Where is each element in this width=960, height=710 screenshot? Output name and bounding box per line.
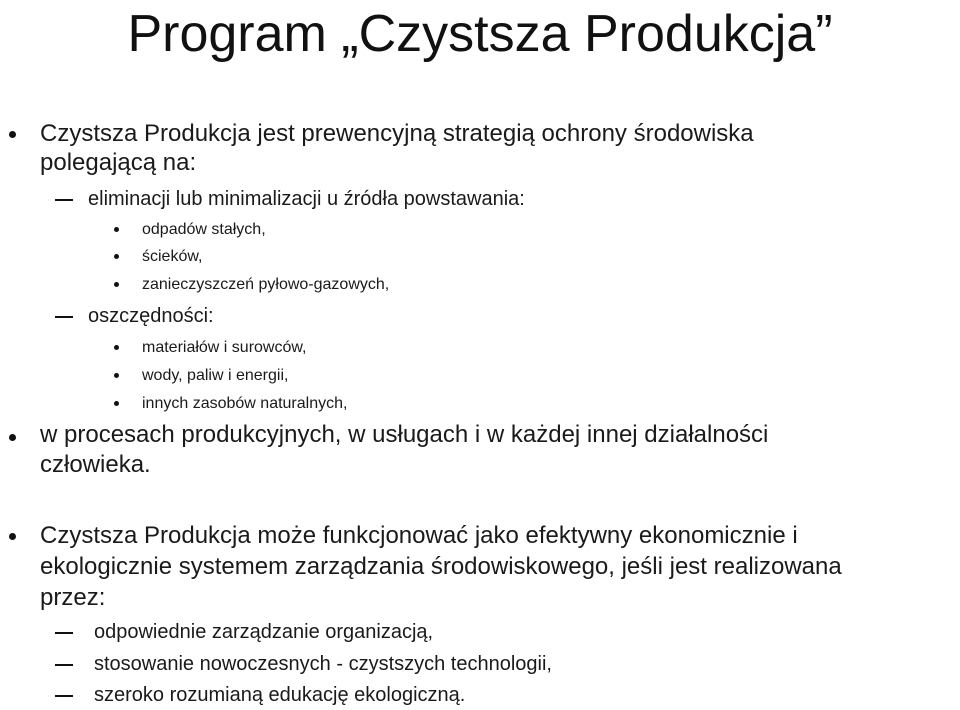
- section2-item: stosowanie nowoczesnych - czystszych technologii,: [94, 653, 552, 675]
- bullet-dot-icon: [114, 401, 119, 406]
- bullet-dot-icon: [9, 131, 16, 138]
- section2-intro-line1: Czystsza Produkcja może funkcjonować jako efektywny ekonomicznie i: [40, 522, 798, 549]
- dash-icon: [55, 695, 73, 697]
- section1-intro-line2: polegającą na:: [40, 149, 197, 176]
- dash-icon: [55, 664, 73, 666]
- bullet-dot-icon: [114, 227, 119, 232]
- sub2-item: innych zasobów naturalnych,: [142, 395, 348, 412]
- section2-intro-line3: przez:: [40, 584, 106, 611]
- bullet-dot-icon: [114, 282, 119, 287]
- section2-item: szeroko rozumianą edukację ekologiczną.: [94, 684, 466, 706]
- sub2-label: oszczędności:: [88, 305, 214, 327]
- sub1-item: ścieków,: [142, 248, 203, 265]
- bullet-dot-icon: [9, 533, 16, 540]
- bullet-dot-icon: [114, 254, 119, 259]
- dash-icon: [55, 632, 73, 634]
- sub1-item: zanieczyszczeń pyłowo-gazowych,: [142, 276, 390, 293]
- bullet-dot-icon: [114, 373, 119, 378]
- dash-icon: [55, 316, 73, 318]
- section2-item: odpowiednie zarządzanie organizacją,: [94, 621, 434, 643]
- sub2-item: materiałów i surowców,: [142, 339, 307, 356]
- section2-intro-line2: ekologicznie systemem zarządzania środowiskowego, jeśli jest realizowana: [40, 553, 842, 580]
- section1-intro-line1: Czystsza Produkcja jest prewencyjną strategią ochrony środowiska: [40, 120, 754, 147]
- section1-closing-line2: człowieka.: [40, 451, 151, 478]
- bullet-dot-icon: [114, 345, 119, 350]
- sub2-item: wody, paliw i energii,: [142, 367, 289, 384]
- section1-closing-line1: w procesach produkcyjnych, w usługach i w każdej innej działalności: [40, 421, 769, 448]
- bullet-dot-icon: [9, 434, 16, 441]
- sub1-item: odpadów stałych,: [142, 221, 266, 238]
- slide-title: Program „Czystsza Produkcja”: [127, 5, 833, 63]
- dash-icon: [55, 199, 73, 201]
- sub1-label: eliminacji lub minimalizacji u źródła powstawania:: [88, 188, 525, 210]
